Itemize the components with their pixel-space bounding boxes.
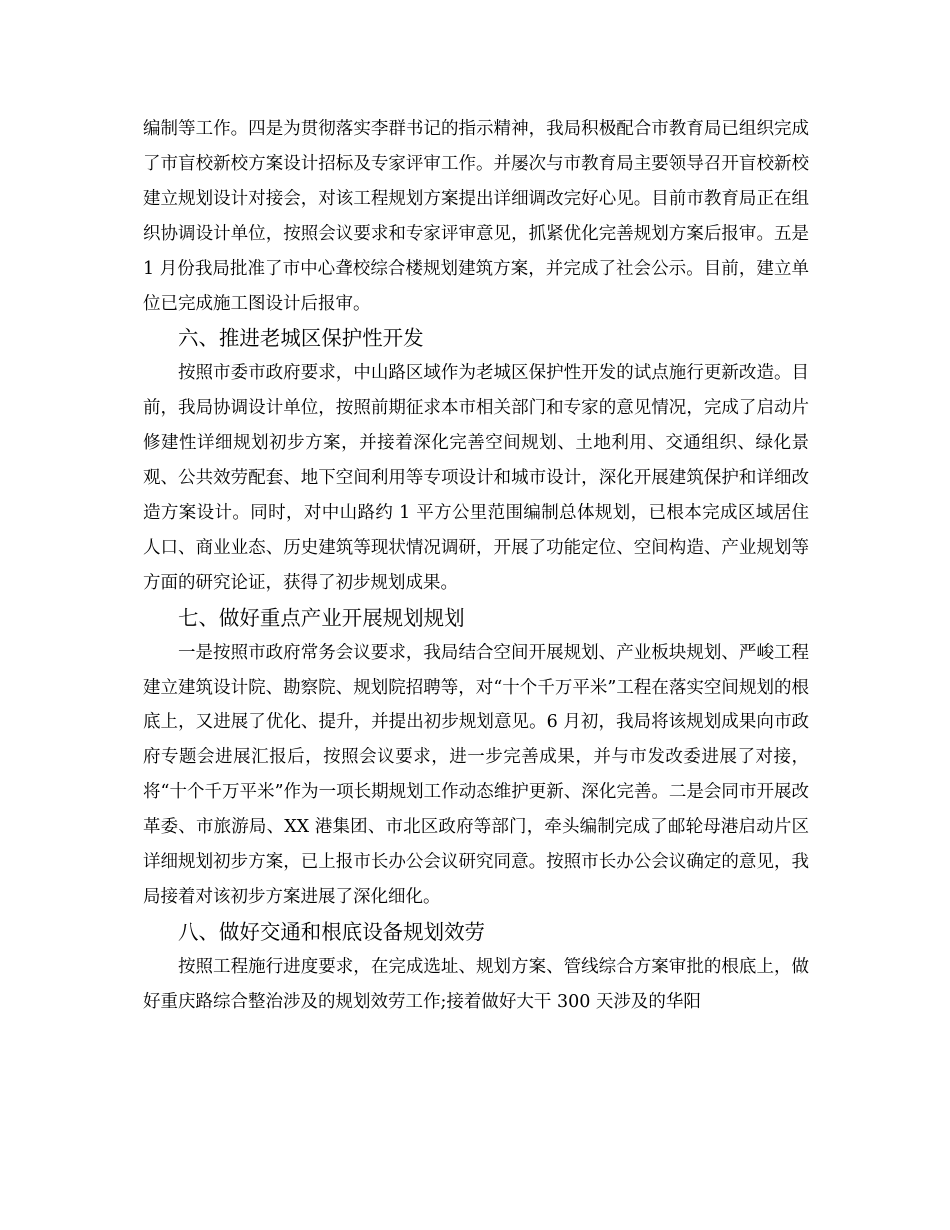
paragraph-industry-planning: 一是按照市政府常务会议要求，我局结合空间开展规划、产业板块规划、严峻工程建立建筑设计院、勘察院、规划院招聘等，对“十个千万平米”工程在落实空间规划的根底上，又进展了优化、提升，并提出初步规划意见。6 月初，我局将该规划成果向市政府专题会进展汇报后，按照会议要求，进一步完善成果，并与市发改委进展了对接，将“十个千万平米”作为一项长期规划工作动态维护更新、深化完善。二是会同市开展改革委、市旅游局、XX 港集团、市北区政府等部门，牵头编制完成了邮轮母港启动片区详细规划初步方案，已上报市长办公会议研究同意。按照市长办公会议确定的意见，我局接着对该初步方案进展了深化细化。 (143, 642, 809, 907)
section-heading-industry-planning: 七、做好重点产业开展规划规划 (178, 605, 465, 630)
section-heading-traffic-infrastructure: 八、做好交通和根底设备规划效劳 (178, 919, 486, 944)
paragraph-education-projects: 编制等工作。四是为贯彻落实李群书记的指示精神，我局积极配合市教育局已组织完成了市盲校新校方案设计招标及专家评审工作。并屡次与市教育局主要领导召开盲校新校建立规划设计对接会，对该工程规划方案提出详细调改完好心见。目前市教育局正在组织协调设计单位，按照会议要求和专家评审意见，抓紧优化完善规划方案后报审。五是 1 月份我局批准了市中心聋校综合楼规划建筑方案，并完成了社会公示。目前，建立单位已完成施工图设计后报审。 (143, 119, 809, 314)
paragraph-traffic-infrastructure: 按照工程施行进度要求，在完成选址、规划方案、管线综合方案审批的根底上，做好重庆路综合整治涉及的规划效劳工作;接着做好大干 300 天涉及的华阳 (143, 956, 809, 1012)
document-body (143, 112, 809, 1020)
paragraph-old-city: 按照市委市政府要求，中山路区域作为老城区保护性开发的试点施行更新改造。目前，我局协调设计单位，按照前期征求本市相关部门和专家的意见情况，完成了启动片修建性详细规划初步方案，并接着深化完善空间规划、土地利用、交通组织、绿化景观、公共效劳配套、地下空间利用等专项设计和城市设计，深化开展建筑保护和详细改造方案设计。同时，对中山路约 1 平方公里范围编制总体规划，已根本完成区域居住人口、商业业态、历史建筑等现状情况调研，开展了功能定位、空间构造、产业规划等方面的研究论证，获得了初步规划成果。 (143, 363, 809, 593)
section-heading-old-city: 六、推进老城区保护性开发 (178, 326, 424, 351)
